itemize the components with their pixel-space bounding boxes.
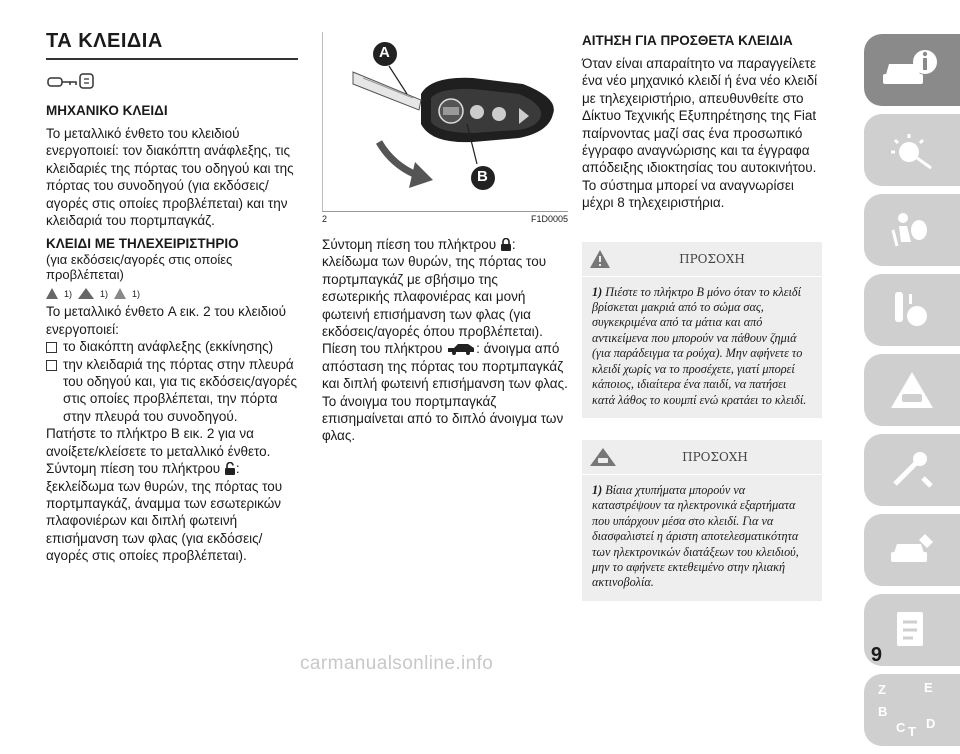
index-letter: Z bbox=[878, 682, 886, 697]
key-figure bbox=[322, 32, 568, 212]
bullet-box-icon bbox=[46, 360, 57, 371]
column-left bbox=[46, 0, 298, 565]
column-right bbox=[582, 0, 828, 601]
car-warning-icon bbox=[887, 368, 937, 412]
column-middle bbox=[322, 0, 568, 445]
tab-breakdown[interactable] bbox=[864, 434, 960, 506]
warning-body bbox=[582, 475, 822, 601]
paragraph-trunk bbox=[322, 340, 568, 444]
paragraph-mechanical-key: Το μεταλλικό ένθετο του κλειδιού ενεργοποιεί: τον διακόπτη ανάφλεξης, τις κλειδαριές της πόρτας του οδηγού και της πόρτας του συνοδηγού (για εκδόσεις/αγορές στις οποίες προβλέπεται) και την κλειδαριά του πορτμπαγκάζ. bbox=[46, 126, 294, 229]
car-caution-icon bbox=[590, 448, 616, 466]
warning-ref: 1) bbox=[64, 288, 73, 299]
paragraph-button-b: Πατήστε το πλήκτρο B εικ. 2 για να ανοίξετε/κλείσετε το μεταλλικό ένθετο. bbox=[46, 426, 271, 459]
car-service-icon bbox=[887, 528, 937, 572]
index-letter: C bbox=[896, 720, 906, 735]
warning-title: ΠΡΟΣΟΧΗ bbox=[679, 251, 745, 266]
warning-triangle-icon bbox=[46, 288, 58, 299]
figure-caption bbox=[322, 214, 568, 224]
title-rule bbox=[46, 58, 298, 60]
paragraph-unlock bbox=[46, 460, 298, 564]
paragraph-additional-keys: Όταν είναι απαραίτητο να παραγγείλετε ένα νέο μηχανικό κλειδί ή ένα νέο κλειδί με τηλεχειριστήριο, απευθυνθείτε στο Δίκτυο Τεχνικής Εξυπηρέτησης της Fiat παίρνοντας μαζί σας ένα προσωπικό έγγραφο αναγνώρισης και τα έγγραφα απόδειξης ιδιοκτησίας του αυτοκινήτου. Το σύστημα μπορεί να αναγνωρίσει μέχρι 8 τηλεχειριστήρια. bbox=[582, 56, 818, 211]
figure-number: 2 bbox=[322, 214, 328, 224]
heading-remote-key: ΚΛΕΙΔΙ ΜΕ ΤΗΛΕΧΕΙΡΙΣΤΗΡΙΟ bbox=[46, 236, 239, 252]
caution-triangle-icon bbox=[114, 288, 126, 299]
unlock-text-a: Σύντομη πίεση του πλήκτρου bbox=[46, 461, 221, 477]
heading-mechanical-key: ΜΗΧΑΝΙΚΟ ΚΛΕΙΔΙ bbox=[46, 103, 168, 118]
warning-box-2 bbox=[582, 440, 822, 601]
index-letter: T bbox=[908, 724, 916, 739]
trunk-text-a: Πίεση του πλήκτρου bbox=[322, 341, 443, 357]
specs-icon bbox=[887, 608, 937, 652]
unlock-padlock-icon bbox=[224, 462, 236, 475]
tab-car-info[interactable] bbox=[864, 34, 960, 106]
bullet-text: το διακόπτη ανάφλεξης (εκκίνησης) bbox=[63, 339, 274, 355]
warning-number: 1) bbox=[592, 284, 603, 299]
paragraph-lock bbox=[322, 236, 568, 340]
tab-airbag[interactable] bbox=[864, 194, 960, 266]
warning-ref: 1) bbox=[132, 288, 141, 299]
warning-body bbox=[582, 277, 822, 418]
chapter-tabs bbox=[852, 34, 960, 754]
warning-text: Πιέστε το πλήκτρο B μόνο όταν το κλειδί βρίσκεται μακριά από το σώμα σας, συγκεκριμένα από τα μάτια και από αντικείμενα που μπορούν να πάθουν ζημιά (για παράδειγμα τα ρούχα). Μην αφήνετε το κλειδί χωρίς να το προσέχετε, γιατί μπορεί κάποιος, ιδιαίτερα ένα παιδί, να πατήσει κατά λάθος το κουμπί ενώ κρατάει το κλειδί. bbox=[592, 284, 807, 407]
car-info-icon bbox=[881, 48, 943, 92]
remote-key-subtitle: (για εκδόσεις/αγορές στις οποίες προβλέπεται) bbox=[46, 252, 233, 283]
index-letter: D bbox=[926, 716, 936, 731]
key-illustration bbox=[323, 32, 569, 210]
bullet-text: την κλειδαριά της πόρτας στην πλευρά του οδηγού και, για τις εκδόσεις/αγορές στις οποίες προβλέπεται, την πόρτα στην πλευρά του συνοδηγού. bbox=[63, 356, 297, 424]
warning-triangle-icon bbox=[590, 250, 610, 268]
callout-b: B bbox=[477, 168, 488, 185]
tab-dashboard-lights[interactable] bbox=[864, 114, 960, 186]
bullet-ignition bbox=[46, 338, 298, 355]
watermark: carmanualsonline.info bbox=[300, 653, 494, 674]
warning-references bbox=[46, 288, 298, 299]
tab-car-service[interactable] bbox=[864, 514, 960, 586]
bullet-doors bbox=[46, 356, 298, 426]
tab-car-warning[interactable] bbox=[864, 354, 960, 426]
warning-box-1 bbox=[582, 242, 822, 418]
warning-header bbox=[582, 242, 822, 277]
trunk-text-b: : άνοιγμα από απόσταση της πόρτας του πορτμπαγκάζ και διπλή φωτεινή επισήμανση των φλας. Το άνοιγμα του πορτμπαγκάζ επισημαίνεται από το διπλό άνοιγμα των φλας. bbox=[322, 341, 568, 444]
heading-additional-keys: ΑΙΤΗΣΗ ΓΙΑ ΠΡΟΣΘΕΤΑ ΚΛΕΙΔΙΑ bbox=[582, 33, 793, 48]
warning-text: Βίαια χτυπήματα μπορούν να καταστρέψουν τα ηλεκτρονικά εξαρτήματα που υπάρχουν μέσα στο κλειδί. Για να διασφαλιστεί η άριστη αποτελεσματικότητα των ηλεκτρονικών διατάξεων του κλειδιού, μην το αφήνετε εκτεθειμένο στην ηλιακή ακτινοβολία. bbox=[592, 482, 799, 590]
unlock-text-b: : ξεκλείδωμα των θυρών, της πόρτας του πορτμπαγκάζ, άναμμα των εσωτερικών πλαφονιέρων και διπλή φωτεινή επισήμανση των φλας (για εκδόσεις/αγορές στις οποίες προβλέπεται). bbox=[46, 461, 283, 564]
lock-text-a: Σύντομη πίεση του πλήκτρου bbox=[322, 237, 497, 252]
airbag-icon bbox=[887, 208, 937, 252]
tab-ignition[interactable] bbox=[864, 274, 960, 346]
lock-text-b: : κλείδωμα των θυρών, της πόρτας του πορτμπαγκάζ με σβήσιμο της εσωτερικής πλαφονιέρας και μονή φωτεινή επισήμανση των φλας (για εκδόσεις/αγορές όπου προβλέπεται). bbox=[322, 237, 547, 340]
index-letter: E bbox=[924, 680, 933, 695]
warning-title: ΠΡΟΣΟΧΗ bbox=[682, 449, 748, 464]
trunk-open-icon bbox=[446, 342, 476, 355]
section-title: ΤΑ ΚΛΕΙΔΙΑ bbox=[46, 30, 163, 52]
car-warning-icon bbox=[78, 288, 94, 299]
lock-padlock-icon bbox=[500, 238, 512, 251]
bullet-box-icon bbox=[46, 342, 57, 353]
paragraph-insert: Το μεταλλικό ένθετο A εικ. 2 του κλειδιού ενεργοποιεί: bbox=[46, 304, 287, 337]
index-letter: B bbox=[878, 704, 888, 719]
key-icon bbox=[46, 70, 298, 94]
warning-header bbox=[582, 440, 822, 475]
ignition-icon bbox=[887, 288, 937, 332]
breakdown-tools-icon bbox=[887, 448, 937, 492]
dashboard-lights-icon bbox=[887, 128, 937, 172]
warning-ref: 1) bbox=[100, 288, 109, 299]
tab-index[interactable] bbox=[864, 674, 960, 746]
figure-code: F1D0005 bbox=[530, 214, 568, 224]
page-number: 9 bbox=[870, 644, 882, 666]
warning-number: 1) bbox=[592, 482, 603, 497]
callout-a: A bbox=[379, 44, 390, 61]
